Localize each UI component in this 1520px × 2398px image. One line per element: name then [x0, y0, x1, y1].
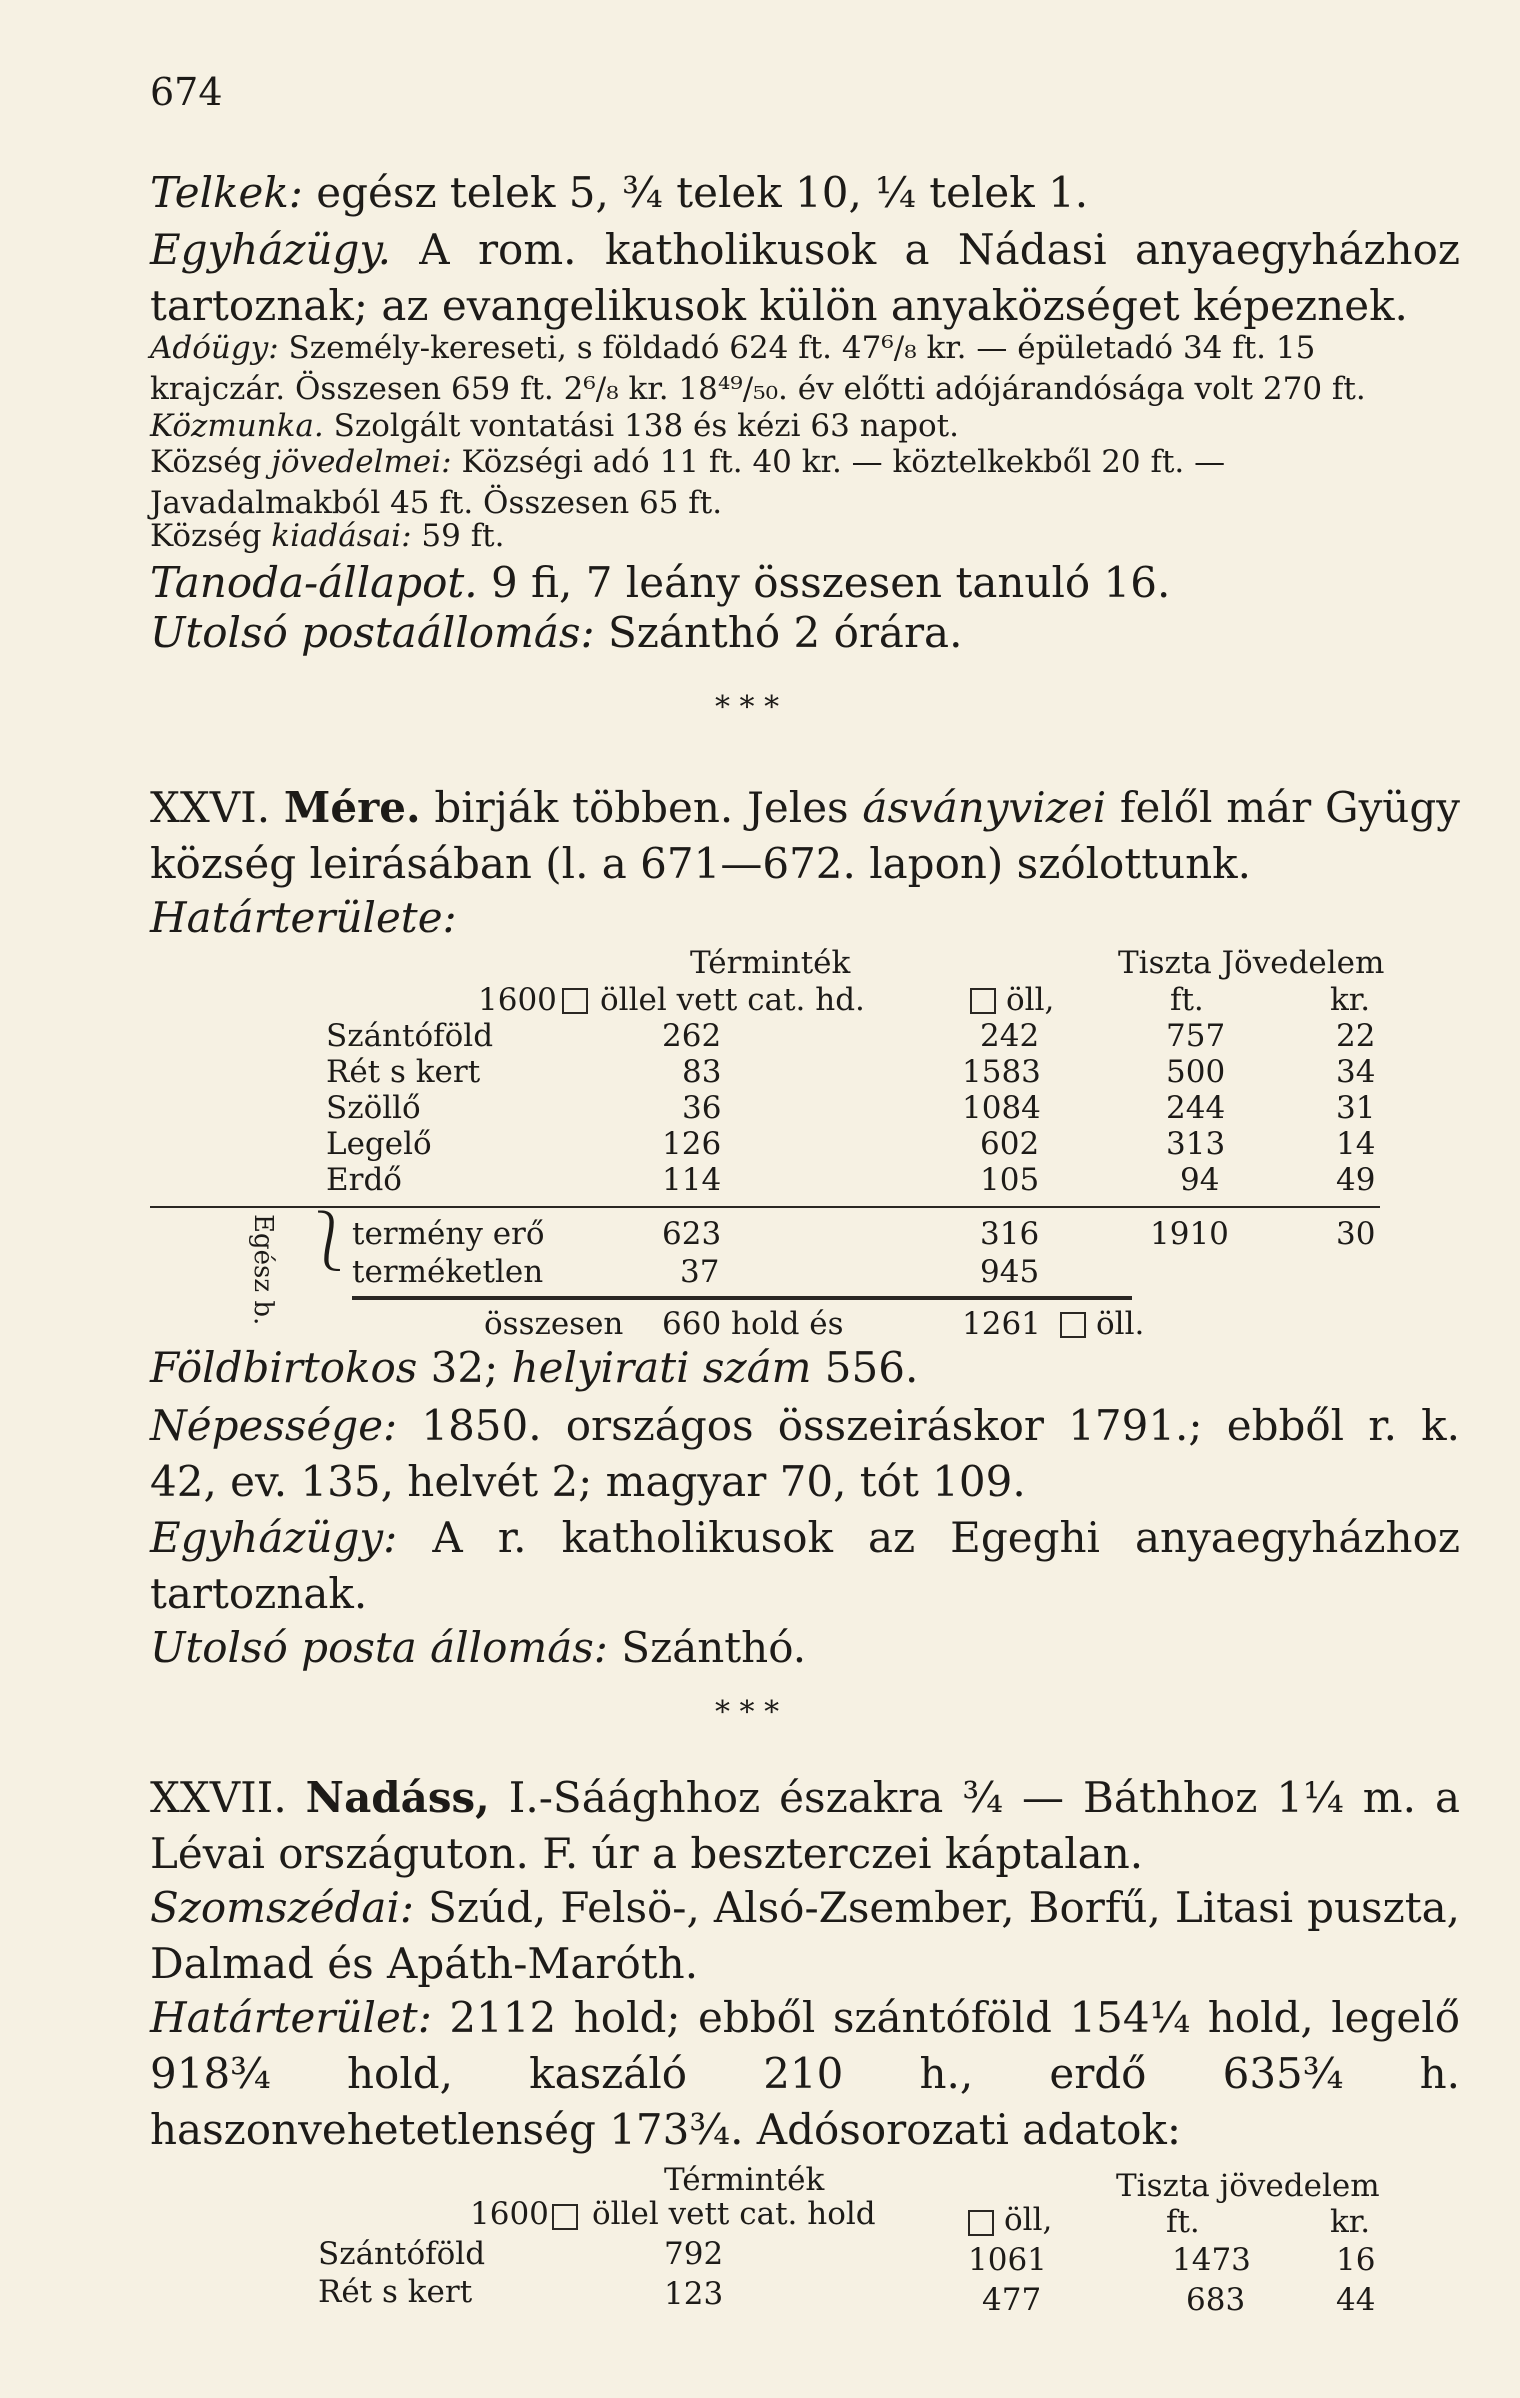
helyirati-text: 556.: [811, 1343, 919, 1392]
row-name: Rét s kert: [326, 1054, 481, 1090]
hatar3-text: 2112 hold; ebből szántóföld 154¼ hold, legelő 918¾ hold, kaszáló 210 h., erdő 635¾ h. haszonvehetetlenség 173¾. Adósorozati adatok:: [150, 1993, 1460, 2154]
mere-name: Mére.: [283, 783, 421, 832]
hdr-kr: kr.: [1330, 2204, 1371, 2240]
mere-intro: [150, 780, 1460, 892]
hdr-oll: öll,: [1006, 982, 1055, 1018]
egyhaz2-text: A r. katholikusok az Egeghi anyaegyházhoz tartoznak.: [150, 1513, 1460, 1618]
row-hold: 262: [662, 1018, 722, 1054]
row-kr: 44: [1336, 2282, 1376, 2318]
nadass-intro: [150, 1770, 1460, 1882]
row-name: Szántóföld: [326, 1018, 494, 1054]
row-kr: 31: [1336, 1090, 1376, 1126]
szomszed-text: Szúd, Felsö-, Alsó-Zsember, Borfű, Litasi puszta, Dalmad és Apáth-Maróth.: [150, 1883, 1460, 1988]
kiadas-line: [150, 516, 1460, 557]
row-ft: 94: [1180, 1162, 1220, 1198]
row-oll: 242: [980, 1018, 1040, 1054]
szomszed-label: Szomszédai:: [150, 1883, 415, 1932]
row-hold: 114: [662, 1162, 722, 1198]
hdr-ollel: öllel vett cat. hd.: [600, 982, 865, 1018]
row-name: Legelő: [326, 1126, 432, 1162]
row-oll: 1583: [962, 1054, 1041, 1090]
box-icon: [562, 984, 588, 1020]
mere-ital: ásványvizei: [862, 783, 1107, 832]
foldbir-label: Földbirtokos: [150, 1343, 418, 1392]
posta-line-2: [150, 1620, 1460, 1676]
row-kr: 49: [1336, 1162, 1376, 1198]
nepesseg-label: Népessége:: [150, 1401, 398, 1450]
row-name: Szántóföld: [318, 2236, 486, 2272]
total-suffix: öll.: [1096, 1306, 1145, 1342]
row-hold: 126: [662, 1126, 722, 1162]
row-oll: 602: [980, 1126, 1040, 1162]
hdr-ft: ft.: [1166, 2204, 1200, 2240]
posta-label-1: Utolsó postaállomás:: [150, 608, 595, 657]
hdr-1600: 1600: [470, 2196, 549, 2232]
egyhaz-paragraph: [150, 222, 1460, 334]
side-label: Egész b.: [248, 1214, 278, 1326]
kozmunka-line: [150, 406, 1460, 447]
posta-text-2: Szánthó.: [607, 1623, 807, 1672]
jov-prefix: Község: [150, 444, 272, 480]
sum-oll: 945: [980, 1254, 1040, 1290]
row-name: Szöllő: [326, 1090, 421, 1126]
row-hold: 792: [664, 2236, 724, 2272]
sum-hold: 623: [662, 1216, 722, 1252]
mere-num: XXVI.: [150, 783, 284, 832]
egyhaz2-paragraph: [150, 1510, 1460, 1622]
kiad-label: kiadásai:: [271, 518, 412, 554]
total-hold: 660 hold és: [662, 1306, 844, 1342]
ado-label: Adóügy:: [150, 330, 279, 366]
hdr-termertek: Términték: [690, 945, 851, 981]
hdr-termertek: Términték: [664, 2162, 825, 2198]
row-oll: 477: [982, 2282, 1042, 2318]
jov-text: Községi adó 11 ft. 40 kr. — köztelkekből 20 ft. — Javadalmakból 45 ft. Összesen 65 ft.: [150, 444, 1226, 521]
hatar-label: Határterülete:: [150, 893, 457, 942]
hdr-tiszta: Tiszta jövedelem: [1116, 2168, 1380, 2204]
sum-oll: 316: [980, 1216, 1040, 1252]
nepesseg-paragraph: [150, 1398, 1460, 1510]
jov-label: jövedelmei:: [271, 444, 452, 480]
hatar3-paragraph: [150, 1990, 1460, 2158]
total-label: összesen: [484, 1306, 624, 1342]
row-ft: 683: [1186, 2282, 1246, 2318]
row-oll: 1084: [962, 1090, 1041, 1126]
sum-name: terméketlen: [352, 1254, 544, 1290]
foldbir-text: 32;: [417, 1343, 512, 1392]
telkek-text: egész telek 5, ¾ telek 10, ¼ telek 1.: [302, 168, 1089, 217]
helyirati-label: helyirati szám: [511, 1343, 812, 1392]
tanoda-text: 9 fi, 7 leány összesen tanuló 16.: [477, 558, 1171, 607]
sum-hold: 37: [680, 1254, 720, 1290]
hdr-1600: 1600: [478, 982, 557, 1018]
jovedelem-paragraph: [150, 442, 1460, 524]
total-oll: 1261: [962, 1306, 1041, 1342]
egyhaz-label: Egyházügy.: [150, 225, 391, 274]
hdr-tiszta: Tiszta Jövedelem: [1118, 945, 1385, 981]
hdr-ollel: öllel vett cat. hold: [592, 2196, 876, 2232]
box-icon: [552, 2200, 578, 2236]
row-kr: 14: [1336, 1126, 1376, 1162]
nepesseg-text: 1850. országos összeiráskor 1791.; ebből r. k. 42, ev. 135, helvét 2; magyar 70, tót 109.: [150, 1401, 1460, 1506]
nadass-text: I.-Sáághhoz északra ¾ — Báthhoz 1¼ m. a Lévai országuton. F. úr a beszterczei káptalan.: [150, 1773, 1461, 1878]
hdr-oll: öll,: [1004, 2202, 1053, 2238]
hatar3-label: Határterület:: [150, 1993, 432, 2042]
mere-text1: birják többen. Jeles: [420, 783, 863, 832]
kiad-prefix: Község: [150, 518, 272, 554]
posta-label-2: Utolsó posta állomás:: [150, 1623, 608, 1672]
row-kr: 34: [1336, 1054, 1376, 1090]
nadass-name: Nadáss,: [305, 1773, 490, 1822]
foldbir-line: [150, 1340, 1460, 1396]
page-number: 674: [150, 70, 223, 114]
table-rule-thick: [352, 1296, 1132, 1300]
row-hold: 36: [682, 1090, 722, 1126]
sum-ft: 1910: [1150, 1216, 1229, 1252]
box-icon: [1060, 1308, 1086, 1344]
bracket: ⎱: [300, 1207, 359, 1275]
posta-text-1: Szánthó 2 órára.: [594, 608, 963, 657]
szomszed-paragraph: [150, 1880, 1460, 1992]
separator-stars-1: * * *: [715, 690, 780, 725]
separator-stars-2: * * *: [715, 1695, 780, 1730]
box-icon: [970, 984, 996, 1020]
row-hold: 123: [664, 2276, 724, 2312]
telkek-line: [150, 165, 1460, 221]
mere-text2: felől már Gyügy község leirásában (l. a 671—672. lapon) szólottunk.: [150, 783, 1460, 888]
row-oll: 1061: [968, 2242, 1047, 2278]
telkek-label: Telkek:: [150, 168, 303, 217]
row-name: Rét s kert: [318, 2274, 473, 2310]
ado-paragraph: [150, 328, 1460, 410]
row-ft: 757: [1166, 1018, 1226, 1054]
ado-text: Személy-kereseti, s földadó 624 ft. 47⁶/₈ kr. — épületadó 34 ft. 15 krajczár. Összesen 659 ft. 2⁶/₈ kr. 18⁴⁹/₅₀. év előtti adójárandósága volt 270 ft.: [150, 330, 1366, 407]
sum-name: termény erő: [352, 1216, 545, 1252]
row-kr: 16: [1336, 2242, 1376, 2278]
row-ft: 244: [1166, 1090, 1226, 1126]
box-icon: [968, 2206, 994, 2242]
kiad-text: 59 ft.: [411, 518, 505, 554]
row-name: Erdő: [326, 1162, 402, 1198]
row-ft: 313: [1166, 1126, 1226, 1162]
tanoda-label: Tanoda-állapot.: [150, 558, 478, 607]
row-ft: 1473: [1172, 2242, 1251, 2278]
hdr-kr: kr.: [1330, 982, 1371, 1018]
nadass-num: XXVII.: [150, 1773, 306, 1822]
row-hold: 83: [682, 1054, 722, 1090]
egyhaz2-label: Egyházügy:: [150, 1513, 398, 1562]
egyhaz-text: A rom. katholikusok a Nádasi anyaegyházhoz tartoznak; az evangelikusok külön anyaközséget képeznek.: [150, 225, 1460, 330]
row-kr: 22: [1336, 1018, 1376, 1054]
tanoda-line: [150, 555, 1460, 611]
row-ft: 500: [1166, 1054, 1226, 1090]
kozmunka-label: Közmunka.: [150, 408, 324, 444]
hatar-label-line: [150, 890, 1460, 946]
kozmunka-text: Szolgált vontatási 138 és kézi 63 napot.: [323, 408, 959, 444]
row-oll: 105: [980, 1162, 1040, 1198]
hdr-ft: ft.: [1170, 982, 1204, 1018]
sum-kr: 30: [1336, 1216, 1376, 1252]
posta-line-1: [150, 605, 1460, 661]
